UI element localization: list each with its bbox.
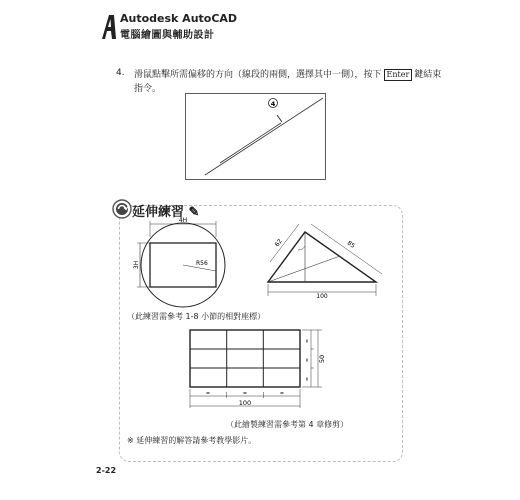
equal-mark-h2: = [242, 391, 248, 397]
offset-illustration [185, 93, 326, 180]
left-dim-label: 62 [273, 237, 284, 249]
equal-mark-v1: = [305, 338, 311, 344]
extension-title-text: 延伸練習 [132, 205, 185, 220]
equal-mark-v2: = [305, 357, 311, 363]
page-number: 2-22 [96, 466, 117, 475]
equal-mark-h3: = [279, 391, 285, 397]
grid-height-label: 50 [318, 354, 326, 364]
equal-mark-v3: = [305, 376, 311, 382]
exercise-figure-triangle [258, 210, 398, 300]
right-dim-label: 85 [345, 239, 356, 250]
step-number: 4. [116, 68, 125, 78]
step-text-line2: 指令。 [134, 84, 162, 94]
step-text-before: 滑鼠點擊所需偏移的方向（線段的兩側，選擇其中一側），按下 [134, 70, 382, 80]
book-title-zh: 電腦繪圖與輔助設計 [120, 30, 215, 41]
extension-badge-icon [112, 199, 132, 219]
caption-relative-coords: （此練習需參考 1-8 小節的相對座標） [127, 312, 266, 321]
equal-mark-h1: = [205, 391, 211, 397]
enter-key: Enter [384, 69, 413, 81]
autocad-logo-icon [100, 13, 118, 41]
dim-width-label: 4H [178, 217, 188, 224]
book-title-en: Autodesk AutoCAD [120, 12, 238, 25]
base-dim-label: 100 [316, 293, 328, 300]
step-marker: 4 [270, 100, 276, 108]
dim-height-label: 3H [133, 260, 140, 270]
pencil-icon: ✎ [188, 205, 200, 220]
exercise-figure-grid [178, 322, 334, 418]
solution-note: ※ 延伸練習的解答請參考教學影片。 [127, 436, 257, 445]
grid-width-label: 100 [238, 399, 252, 407]
radius-label: R56 [196, 260, 208, 267]
exercise-figure-circle [130, 215, 240, 310]
caption-trim-chapter: （此繪製練習需參考第 4 章修剪） [226, 420, 349, 429]
step-text-after: 鍵結束 [414, 70, 442, 80]
step-text [134, 68, 441, 96]
